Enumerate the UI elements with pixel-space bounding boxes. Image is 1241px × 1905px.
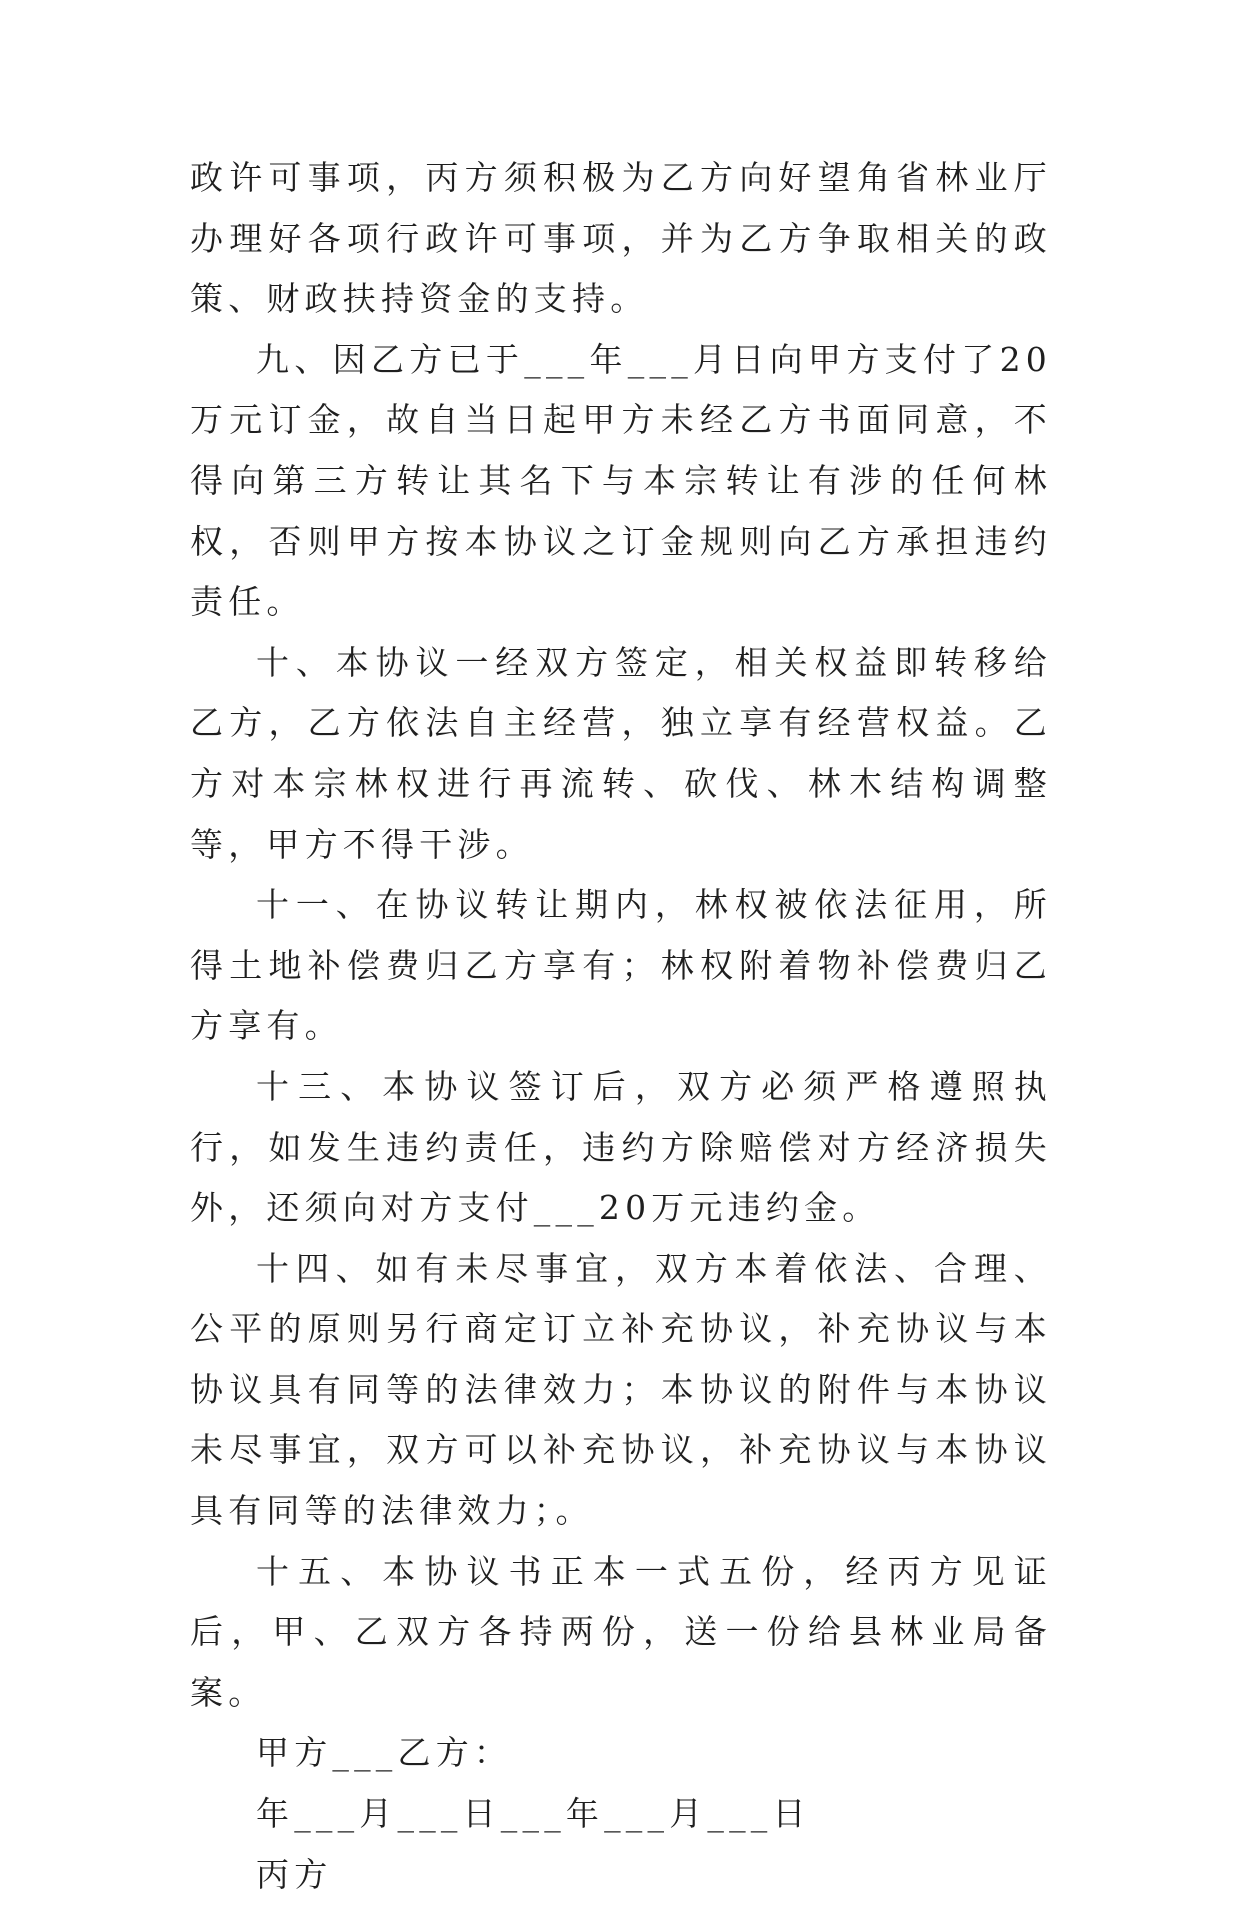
signature-party-c: 丙方 (256, 1854, 333, 1894)
paragraph-clause-11: 十一、在协议转让期内，林权被依法征用，所得土地补偿费归乙方享有；林权附着物补偿费归乙方享有。 (190, 885, 1052, 1046)
paragraph-continuation: 政许可事项，丙方须积极为乙方向好望角省林业厅办理好各项行政许可事项，并为乙方争取相关的政策、财政扶持资金的支持。 (190, 158, 1052, 319)
paragraph-clause-14: 十四、如有未尽事宜，双方本着依法、合理、公平的原则另行商定订立补充协议，补充协议与本协议具有同等的法律效力；本协议的附件与本协议未尽事宜，双方可以补充协议，补充协议与本协议具有同等的法律效力；。 (190, 1248, 1052, 1531)
document-body (190, 148, 1052, 1905)
signature-dates: 年___月___日___年___月___日 (256, 1794, 811, 1834)
paragraph-clause-15: 十五、本协议书正本一式五份，经丙方见证后，甲、乙双方各持两份，送一份给县林业局备案。 (190, 1551, 1052, 1712)
paragraph-clause-13: 十三、本协议签订后，双方必须严格遵照执行，如发生违约责任，违约方除赔偿对方经济损失外，还须向对方支付___20万元违约金。 (190, 1066, 1052, 1228)
paragraph-clause-10: 十、本协议一经双方签定，相关权益即转移给乙方，乙方依法自主经营，独立享有经营权益。乙方对本宗林权进行再流转、砍伐、林木结构调整等，甲方不得干涉。 (190, 642, 1052, 864)
paragraph-clause-9: 九、因乙方已于___年___月日向甲方支付了20万元订金，故自当日起甲方未经乙方书面同意，不得向第三方转让其名下与本宗转让有涉的任何林权，否则甲方按本协议之订金规则向乙方承担违约责任。 (190, 339, 1052, 622)
signature-party-a-b: 甲方___乙方： (256, 1733, 513, 1773)
